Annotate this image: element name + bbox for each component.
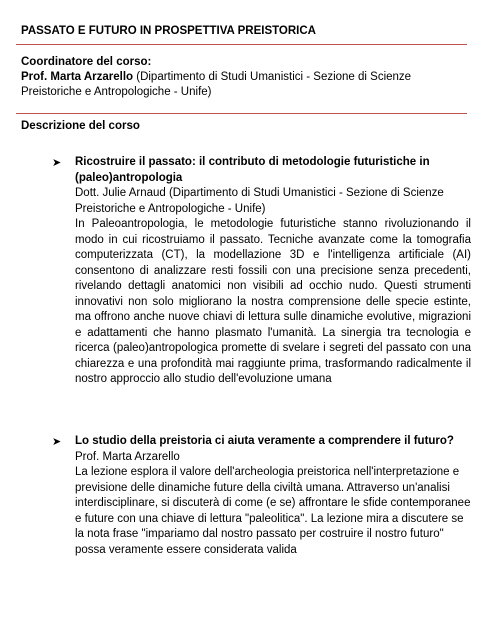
lecture-item [52, 434, 471, 558]
coordinator-label: Coordinatore del corso: [21, 56, 152, 68]
lecture-item [52, 155, 471, 388]
lecture-description: La lezione esplora il valore dell'archeologia preistorica nell'interpretazione e previsione delle dinamiche future della civiltà umana. Attraverso un'analisi interdisciplinare, si discuterà di come (e se) affrontare le sfide contemporanee e future con una chiave di lettura "paleolitica". La lezione mira a discutere se la nota frase "impariamo dal nostro passato per costruire il nostro futuro" possa veramente essere considerata valida [75, 466, 471, 556]
coordinator-info [21, 70, 467, 100]
course-title: PASSATO E FUTURO IN PROSPETTIVA PREISTORICA [21, 25, 316, 37]
arrowhead-bullet-icon: ➤ [52, 156, 62, 169]
coordinator-name: Prof. Marta Arzarello [21, 71, 134, 83]
lecture-author: Prof. Marta Arzarello [75, 450, 180, 463]
lecture-title: Ricostruire il passato: il contributo di metodologie futuristiche in (paleo)antropologia [75, 156, 430, 184]
lecture-title: Lo studio della preistoria ci aiuta veramente a comprendere il futuro? [75, 435, 454, 447]
section-divider [16, 44, 467, 45]
description-label: Descrizione del corso [21, 120, 140, 132]
coordinator-affiliation: (Dipartimento di Studi Umanistici - Sezione di Scienze Preistoriche e Antropologiche - Unife) [21, 71, 412, 98]
lecture-description: In Paleoantropologia, le metodologie futuristiche stanno rivoluzionando il modo in cui ricostruiamo il passato. Tecniche avanzate come la tomografia computerizzata (CT), la modellazione 3D e l'intelligenza artificiale (AI) consentono di analizzare resti fossili con una precisione senza precedenti, rivelando dettagli anatomici non visibili ad occhio nudo. Questi strumenti innovativi non solo migliorano la nostra comprensione delle specie estinte, ma offrono anche nuove chiavi di lettura sulle dinamiche evolutive, migrazioni e adattamenti che hanno plasmato l'umanità. La sinergia tra tecnologia e ricerca (paleo)antropologica promette di svelare i segreti del passato con una chiarezza e una profondità mai raggiunte prima, trasformando radicalmente il nostro approccio allo studio dell'evoluzione umana [75, 218, 471, 385]
lecture-author: Dott. Julie Arnaud (Dipartimento di Studi Umanistici - Sezione di Scienze Preistoriche e Antropologiche - Unife) [75, 187, 444, 215]
section-divider [16, 113, 467, 114]
arrowhead-bullet-icon: ➤ [52, 435, 62, 448]
